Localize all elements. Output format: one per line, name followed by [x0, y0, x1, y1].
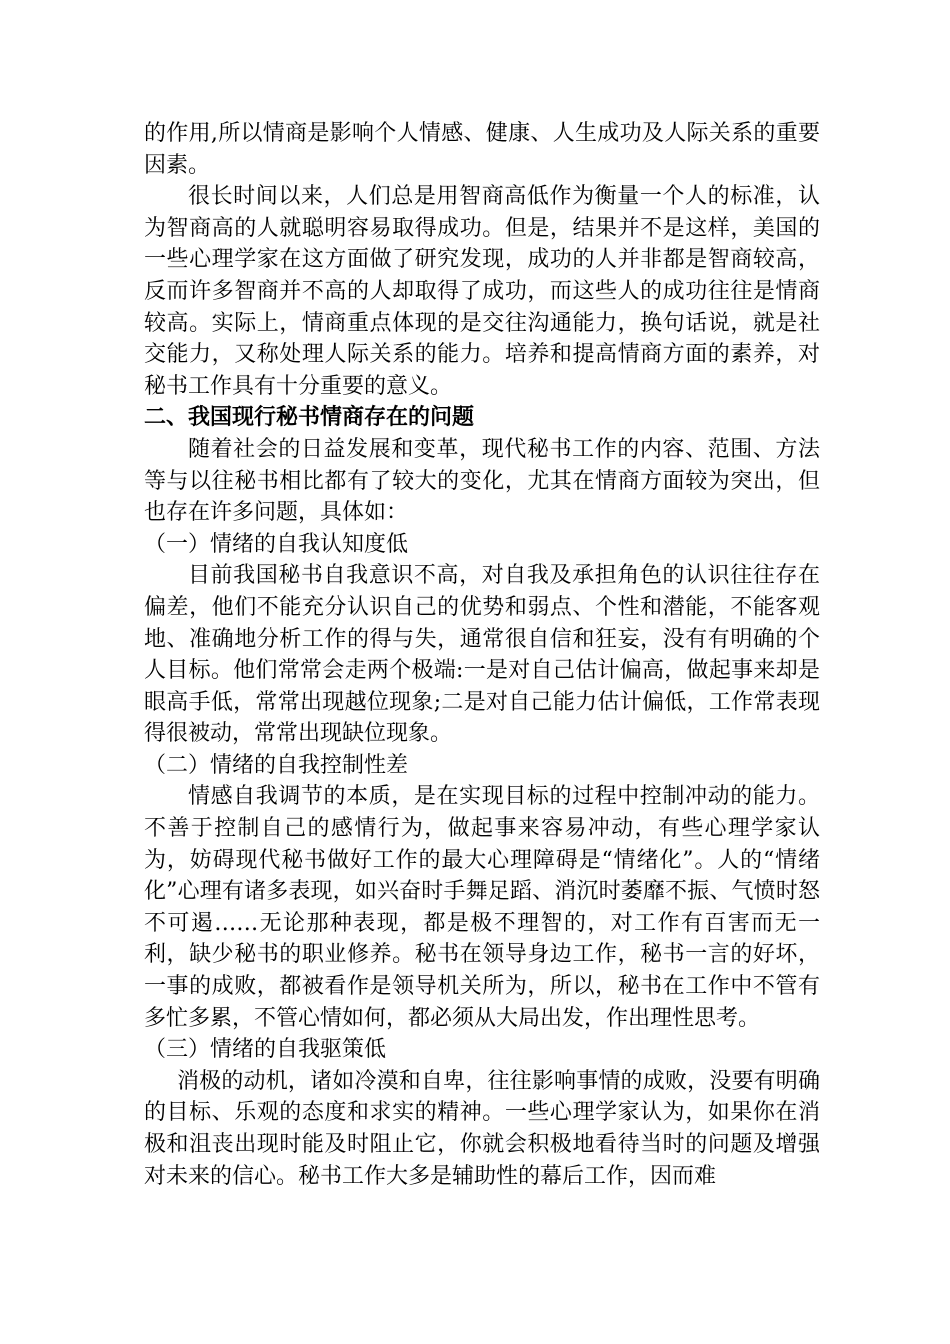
paragraph-iq-vs-eq: 很长时间以来，人们总是用智商高低作为衡量一个人的标准，认为智商高的人就聪明容易取得成功。但是，结果并不是这样，美国的一些心理学家在这方面做了研究发现，成功的人并非都是智商较高，反而许多智商并不高的人却取得了成功，而这些人的成功往往是情商较高。实际上，情商重点体现的是交往沟通能力，换句话说，就是社交能力，又称处理人际关系的能力。培养和提高情商方面的素养，对秘书工作具有十分重要的意义。	[144, 184, 820, 399]
section-heading: 二、我国现行秘书情商存在的问题	[144, 405, 475, 431]
subheading-self-control: （二）情绪的自我控制性差	[144, 752, 409, 778]
paragraph-self-motivation: 消极的动机，诸如冷漠和自卑，往往影响事情的成败，没要有明确的目标、乐观的态度和求实的精神。一些心理学家认为，如果你在消极和沮丧出现时能及时阻止它，你就会积极地看待当时的问题及增强对未来的信心。秘书工作大多是辅助性的幕后工作，因而难	[144, 1068, 820, 1189]
subheading-self-awareness: （一）情绪的自我认知度低	[144, 531, 409, 557]
paragraph-section-intro: 随着社会的日益发展和变革，现代秘书工作的内容、范围、方法等与以往秘书相比都有了较大的变化，尤其在情商方面较为突出，但也存在许多问题，具体如：	[144, 436, 820, 526]
paragraph-self-control: 情感自我调节的本质，是在实现目标的过程中控制冲动的能力。不善于控制自己的感情行为，做起事来容易冲动，有些心理学家认为，妨碍现代秘书做好工作的最大心理障碍是“情绪化”。人的“情绪化”心理有诸多表现，如兴奋时手舞足蹈、消沉时萎靡不振、气愤时怒不可遏……无论那种表现，都是极不理智的，对工作有百害而无一利，缺少秘书的职业修养。秘书在领导身边工作，秘书一言的好坏，一事的成败，都被看作是领导机关所为，所以，秘书在工作中不管有多忙多累，不管心情如何，都必须从大局出发，作出理性思考。	[144, 784, 820, 1031]
paragraph-continued: 的作用,所以情商是影响个人情感、健康、人生成功及人际关系的重要因素。	[144, 121, 820, 178]
paragraph-self-awareness: 目前我国秘书自我意识不高，对自我及承担角色的认识往往存在偏差，他们不能充分认识自己的优势和弱点、个性和潜能，不能客观地、准确地分析工作的得与失，通常很自信和狂妄，没有有明确的个人目标。他们常常会走两个极端:一是对自己估计偏高，做起事来却是眼高手低，常常出现越位现象;二是对自己能力估计偏低，工作常表现得很被动，常常出现缺位现象。	[144, 563, 820, 747]
subheading-self-motivation: （三）情绪的自我驱策低	[144, 1037, 387, 1063]
document-body	[144, 118, 820, 1192]
